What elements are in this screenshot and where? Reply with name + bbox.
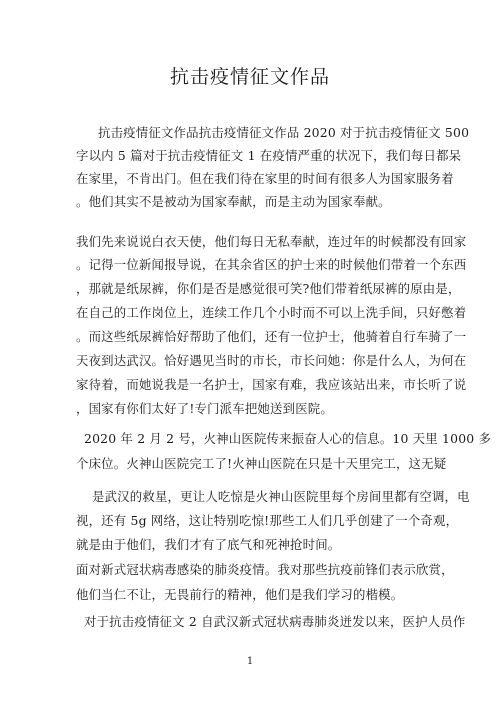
paragraph-line: 。而这些纸尿裤恰好帮助了他们，还有一位护士，他骑着自行车骑了一 [76,329,467,344]
paragraph-line: 天夜到达武汉。恰好遇见当时的市长，市长问她：你是什么人，为何在 [76,353,467,368]
paragraph-line: ，国家有你们太好了!专门派车把她送到医院。 [76,401,333,416]
paragraph-line: 面对新式冠状病毒感染的肺炎疫情。我对那些抗疫前锋们表示欣赏， [76,562,454,577]
paragraph-line: 在家里，不肯出门。但在我们待在家里的时间有很多人为国家服务着 [76,171,454,186]
paragraph-line: 在自己的工作岗位上，连续工作几个小时而不可以上洗手间，只好憋着 [76,305,467,320]
paragraph-line: 。他们其实不是被动为国家奉献，而是主动为国家奉献。 [76,194,391,209]
paragraph-line: 对于抗击疫情征文 2 自武汉新式冠状病毒肺炎迸发以来，医护人员作 [84,614,466,629]
paragraph-line: 抗击疫情征文作品抗击疫情征文作品 2020 对于抗击疫情征文 500 [98,125,470,140]
paragraph-line: 是武汉的救星，更让人吃惊是火神山医院里每个房间里都有空调，电 [92,489,470,504]
paragraph-line: 他们当仁不让，无畏前行的精神，他们是我们学习的楷模。 [76,587,404,602]
document-title: 抗击疫情征文作品 [169,66,330,88]
page-number: 1 [246,656,254,667]
paragraph-line: 个床位。火神山医院完工了!火神山医院在只是十天里完工，这无疑 [76,456,447,471]
paragraph-line: 。记得一位新闻报导说，在其余省区的护士来的时候他们带着一个东西 [76,257,467,272]
paragraph-line: ，那就是纸尿裤，你们是否是感觉很可笑?他们带着纸尿裤的原由是， [76,281,461,296]
paragraph-line: 字以内 5 篇对于抗击疫情征文 1 在疫情严重的状况下，我们每日都呆 [76,148,462,163]
paragraph-line: 就是由于他们，我们才有了底气和死神抢时间。 [76,537,341,552]
paragraph-line: 2020 年 2 月 2 号，火神山医院传来振奋人心的信息。10 天里 1000 多 [84,431,492,446]
paragraph-line: 家待着，而她说我是一名护士，国家有难，我应该站出来，市长听了说 [76,377,467,392]
paragraph-line: 我们先来说说白衣天使，他们每日无私奉献，连过年的时候都没有回家 [76,234,467,249]
paragraph-line: 视，还有 5g 网络，这让特别吃惊!那些工人们几乎创建了一个奇观， [76,513,459,528]
